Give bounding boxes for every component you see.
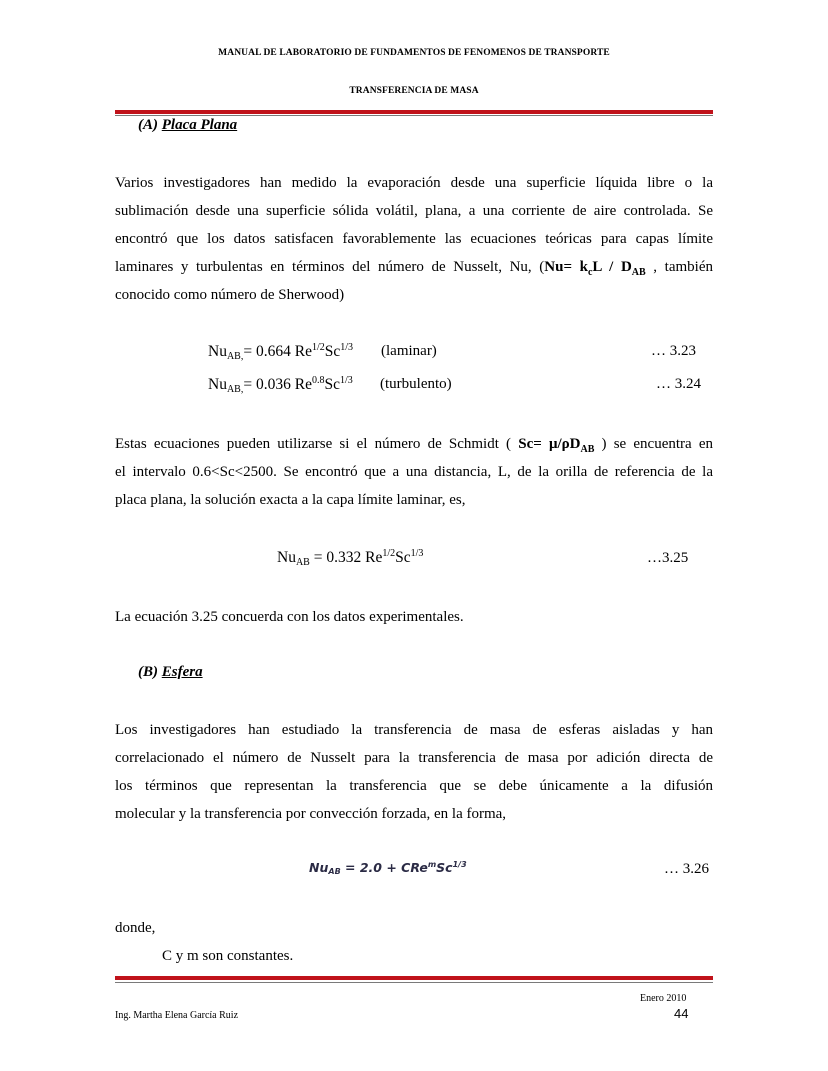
para2-line1-text: Estas ecuaciones pueden utilizarse si el número de Schmidt ( (115, 436, 519, 452)
schmidt-def-main: Sc= μ/ρD (518, 436, 581, 452)
eq323-note: (laminar) (381, 343, 437, 359)
paragraph-placa-plana (115, 169, 713, 309)
eq323-nu: Nu (208, 343, 227, 360)
eq324-nu: Nu (208, 376, 227, 393)
nusselt-def-k: Nu= k (544, 259, 588, 275)
eq326-number: … 3.26 (664, 861, 709, 877)
para3-line1: La ecuación 3.25 concuerda con los datos experimentales. (115, 609, 464, 625)
equation-3-26 (309, 860, 467, 876)
section-b-marker: (B) (138, 664, 158, 680)
equation-3-23 (208, 342, 353, 362)
eq325-nu: Nu (277, 549, 296, 566)
para1-line5: conocido como número de Sherwood) (115, 287, 345, 303)
header-divider (115, 110, 713, 114)
eq323-sub: AB, (226, 351, 244, 362)
eq323-body: = 0.664 Re (243, 343, 312, 360)
para2-line1-end: ) se encuentra en (594, 436, 713, 452)
para4-line1: Los investigadores han estudiado la transferencia de masa de esferas aisladas y han (115, 722, 713, 738)
eq326-exp1: m (427, 860, 437, 869)
eq325-sc: Sc (395, 549, 411, 566)
eq324-body: = 0.036 Re (243, 376, 312, 393)
eq326-nu: Nu (309, 860, 329, 875)
equation-3-25 (277, 548, 423, 568)
nusselt-definition (544, 259, 646, 278)
paragraph-conclusion (115, 603, 713, 631)
donde-text: donde, (115, 920, 156, 936)
para2-line1 (115, 430, 713, 458)
eq325-sub: AB (295, 557, 310, 568)
eq324-number: … 3.24 (656, 376, 701, 392)
eq323-number: … 3.23 (651, 343, 696, 359)
eq324-sc: Sc (324, 376, 340, 393)
footer-author: Ing. Martha Elena García Ruiz (115, 1010, 239, 1021)
section-b-title: Esfera (161, 664, 203, 680)
para1-line4-text: laminares y turbulentas en términos del número de Nusselt, Nu, ( (115, 259, 545, 275)
footer-date: Enero 2010 (640, 993, 687, 1004)
nusselt-def-ab: AB (631, 267, 646, 278)
eq326-body: = 2.0 + CRe (340, 860, 428, 875)
nusselt-def-l: L / D (592, 259, 632, 275)
nusselt-def-c: c (587, 267, 593, 278)
eq323-sc: Sc (324, 343, 341, 360)
section-b-heading (138, 664, 203, 681)
eq324-exp1: 0.8 (311, 375, 325, 386)
section-a-marker: (A) (138, 117, 158, 133)
paragraph-schmidt (115, 430, 713, 514)
paragraph-esfera (115, 716, 713, 828)
footer-divider (115, 976, 713, 980)
footer-divider-thin (115, 982, 713, 983)
equation-3-24 (208, 375, 353, 395)
header-subtitle: TRANSFERENCIA DE MASA (349, 86, 479, 96)
eq326-exp2: 1/3 (452, 860, 467, 869)
page-number: 44 (674, 1006, 689, 1021)
eq324-exp2: 1/3 (339, 375, 353, 386)
header-divider-thin (115, 115, 713, 116)
para1-line4-end: , también (645, 259, 713, 275)
eq325-body: = 0.332 Re (309, 549, 383, 566)
section-a-title: Placa Plana (161, 117, 238, 133)
para4-line4: molecular y la transferencia por convección forzada, en la forma, (115, 806, 507, 822)
schmidt-def-ab: AB (580, 444, 595, 455)
eq323-exp2: 1/3 (340, 342, 354, 353)
para4-line2: correlacionado el número de Nusselt para la transferencia de masa por adición directa de (115, 750, 713, 766)
schmidt-definition (518, 436, 595, 455)
eq325-number: …3.25 (647, 550, 689, 566)
eq325-exp1: 1/2 (382, 548, 396, 559)
eq324-sub: AB, (226, 384, 244, 395)
eq324-note: (turbulento) (380, 376, 452, 392)
eq326-sc: Sc (436, 860, 453, 875)
eq323-exp1: 1/2 (311, 342, 325, 353)
para1-line3: encontró que los datos satisfacen favorablemente las ecuaciones teóricas para capas límite (115, 231, 713, 247)
para1-line4 (115, 253, 713, 281)
para1-line1: Varios investigadores han medido la evaporación desde una superficie líquida libre o la (115, 175, 713, 191)
para4-line3: los términos que representan la transferencia que se debe únicamente a la difusión (115, 778, 713, 794)
constants-text: C y m son constantes. (162, 948, 294, 964)
eq325-exp2: 1/3 (410, 548, 424, 559)
para2-line2: el intervalo 0.6<Sc<2500. Se encontró que a una distancia, L, de la orilla de referencia de la (115, 464, 713, 480)
section-a-heading (138, 117, 237, 134)
eq326-sub: AB (328, 867, 341, 876)
header-title: MANUAL DE LABORATORIO DE FUNDAMENTOS DE FENOMENOS DE TRANSPORTE (218, 48, 610, 58)
para2-line3: placa plana, la solución exacta a la capa límite laminar, es, (115, 492, 466, 508)
para1-line2: sublimación desde una superficie sólida volátil, plana, a una corriente de aire controlada. Se (115, 203, 713, 219)
